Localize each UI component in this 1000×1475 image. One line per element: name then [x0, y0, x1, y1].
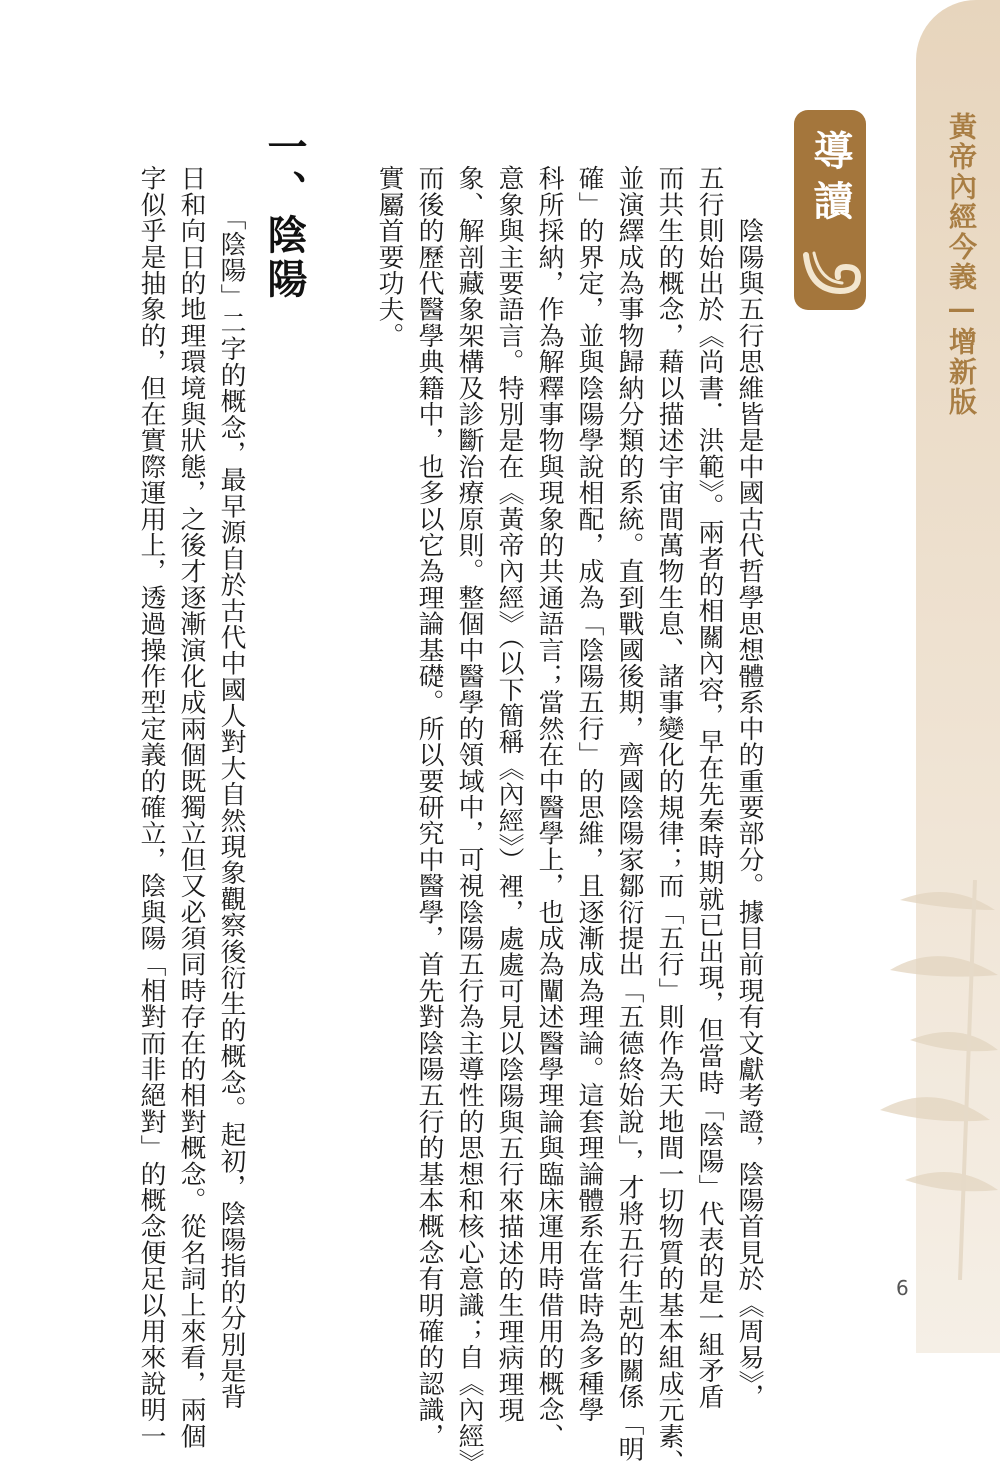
section-column: 字似乎是抽象的，但在實際運用上，透過操作型定義的確立，陰與陽「相對而非絕對」的概念便足以用來說明一	[136, 165, 166, 1449]
section-column: 日和向日的地理環境與狀態，之後才逐漸演化成兩個既獨立但又必須同時存在的相對概念。從名詞上來看，兩個	[176, 165, 206, 1449]
section-heading: 一、陰陽	[261, 126, 308, 302]
page-number: 6	[896, 1276, 909, 1300]
intro-column: 並演繹成為事物歸納分類的系統。直到戰國後期，齊國陰陽家鄒衍提出「五德終始說」，才將五行生剋的關係「明	[614, 165, 644, 1463]
intro-column: 實屬首要功夫。	[374, 165, 404, 349]
section-badge	[794, 110, 866, 310]
intro-column: 而共生的概念，藉以描述宇宙間萬物生息、諸事變化的規律；而「五行」則作為天地間一切物質的基本組成元素、	[654, 165, 684, 1475]
book-title: 黃帝內經今義—增新版	[945, 112, 978, 417]
intro-column: 確」的界定，並與陰陽學說相配，成為「陰陽五行」的思維，且逐漸成為理論。這套理論體系在當時為多種學	[574, 165, 604, 1423]
bamboo-watermark	[880, 880, 1000, 1280]
badge-label: 導讀	[807, 130, 854, 230]
intro-column: 意象與主要語言。特別是在《黃帝內經》（以下簡稱《內經》）裡，處處可見以陰陽與五行來描述的生理病理現	[494, 165, 524, 1423]
intro-column: 象、解剖藏象架構及診斷治療原則。整個中醫學的領域中，可視陰陽五行為主導性的思想和核心意識；自《內經》	[454, 165, 484, 1475]
intro-column: 陰陽與五行思維皆是中國古代哲學思想體系中的重要部分。據目前現有文獻考證，陰陽首見於《周易》，	[734, 165, 764, 1410]
intro-column: 五行則始出於《尚書．洪範》。兩者的相關內容，早在先秦時期就已出現，但當時「陰陽」代表的是一組矛盾	[694, 165, 724, 1410]
intro-column: 而後的歷代醫學典籍中，也多以它為理論基礎。所以要研究中醫學，首先對陰陽五行的基本概念有明確的認識，	[414, 165, 444, 1449]
swirl-ornament	[800, 245, 866, 305]
intro-column: 科所採納，作為解釋事物與現象的共通語言；當然在中醫學上，也成為闡述醫學理論與臨床運用時借用的概念、	[534, 165, 564, 1449]
section-column: 「陰陽」二字的概念，最早源自於古代中國人對大自然現象觀察後衍生的概念。起初，陰陽指的分別是背	[216, 165, 246, 1410]
